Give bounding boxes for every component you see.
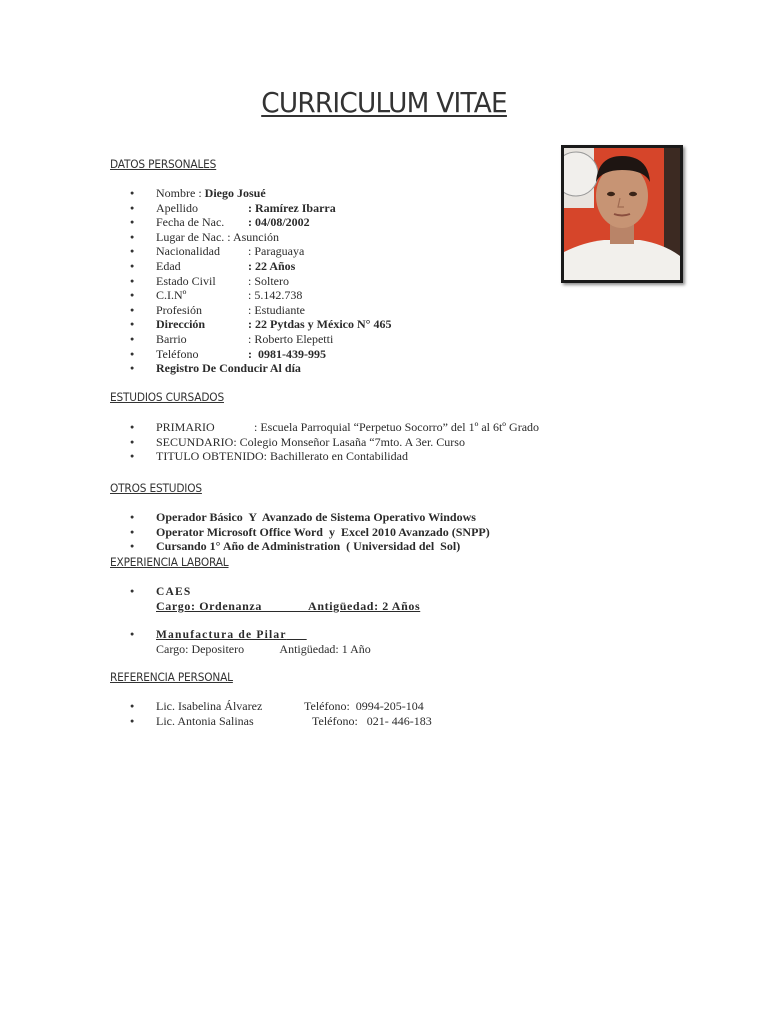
other-study-item: ● Cursando 1° Año de Administration ( Universidad del Sol) — [130, 539, 490, 554]
portrait-photo-icon — [564, 148, 680, 280]
study-item-value: Bachillerato en Contabilidad — [269, 449, 408, 464]
work-detail: Cargo: Ordenanza Antigüedad: 2 Años — [156, 599, 421, 613]
personal-item-value: : 22 Pytdas y México N° 465 — [248, 317, 392, 332]
section-heading-personal: DATOS PERSONALES — [110, 157, 217, 171]
work-company: ● CAES — [130, 584, 420, 599]
study-item-value: Colegio Monseñor Lasaña “7mto. A 3er. Curso — [239, 434, 465, 449]
reference-phone: Teléfono: 0994-205-104 — [304, 699, 424, 713]
study-item-label: SECUNDARIO: — [156, 434, 240, 449]
personal-item — [130, 259, 391, 274]
study-item-label: TITULO OBTENIDO: — [156, 449, 270, 464]
personal-item — [130, 317, 391, 332]
work-detail: Cargo: Depositero Antigüedad: 1 Año — [156, 642, 371, 656]
personal-item-label: Lugar de Nac. — [156, 229, 228, 244]
personal-item-value: : Estudiante — [248, 302, 305, 317]
personal-item-label: Registro De Conducir Al día — [156, 361, 301, 376]
study-item-label: PRIMARIO — [156, 420, 215, 434]
personal-item-label: Fecha de Nac. — [156, 215, 225, 230]
personal-item — [130, 332, 391, 347]
personal-item-label: Estado Civil — [156, 273, 216, 288]
references-list — [130, 699, 432, 728]
work-company: ● Manufactura de Pilar — [130, 627, 371, 642]
other-studies-list — [130, 510, 490, 554]
personal-item-label: C.I.Nº — [156, 288, 187, 303]
personal-item-label: Nacionalidad — [156, 244, 220, 259]
reference-item — [130, 699, 432, 714]
personal-item-label: Edad — [156, 258, 181, 273]
personal-item-label: Dirección — [156, 317, 206, 332]
other-study-item: ● Operador Básico Y Avanzado de Sistema Operativo Windows — [130, 510, 490, 525]
study-item — [130, 420, 539, 435]
personal-item-value: : Roberto Elepetti — [248, 331, 334, 346]
personal-item-value: : 0981-439-995 — [248, 346, 326, 361]
personal-item-value: : Soltero — [248, 273, 289, 288]
personal-item-label: Profesión — [156, 302, 202, 317]
personal-item-label: Nombre : — [156, 186, 205, 200]
studies-list — [130, 420, 539, 464]
personal-item — [130, 361, 391, 376]
personal-item-label: Apellido — [156, 200, 198, 215]
work-entry — [130, 627, 371, 656]
personal-item-label: Teléfono — [156, 346, 199, 361]
personal-item — [130, 303, 391, 318]
personal-item-value: : 22 Años — [248, 258, 296, 273]
section-heading-references: REFERENCIA PERSONAL — [110, 670, 233, 684]
personal-item — [130, 230, 391, 245]
section-heading-other-studies: OTROS ESTUDIOS — [110, 481, 202, 495]
personal-item-value: : Paraguaya — [248, 244, 305, 259]
reference-phone: Teléfono: 021- 446-183 — [312, 713, 432, 728]
other-study-item: ● Operator Microsoft Office Word y Excel 2010 Avanzado (SNPP) — [130, 525, 490, 540]
study-item — [130, 449, 539, 464]
personal-item — [130, 201, 391, 216]
reference-item — [130, 714, 432, 729]
section-heading-work: EXPERIENCIA LABORAL — [110, 555, 229, 569]
personal-item — [130, 288, 391, 303]
reference-name: Lic. Isabelina Álvarez — [156, 699, 263, 713]
section-heading-studies: ESTUDIOS CURSADOS — [110, 390, 224, 404]
personal-item — [130, 274, 391, 289]
personal-item — [130, 215, 391, 230]
personal-data-list — [130, 186, 391, 376]
personal-item — [130, 186, 391, 201]
profile-photo — [561, 145, 683, 283]
personal-item — [130, 244, 391, 259]
personal-item-value: Diego Josué — [204, 186, 266, 200]
personal-item-value: : 5.142.738 — [248, 288, 303, 303]
personal-item-label: Barrio — [156, 331, 187, 346]
study-item-value: : Escuela Parroquial “Perpetuo Socorro” del 1º al 6tº Grado — [254, 420, 540, 434]
study-item — [130, 435, 539, 450]
personal-item-value: : 04/08/2002 — [248, 215, 310, 230]
personal-item-value: : Asunción — [227, 229, 279, 244]
document-title: CURRICULUM VITAE — [261, 86, 507, 119]
reference-name: Lic. Antonia Salinas — [156, 713, 254, 728]
personal-item-value: : Ramírez Ibarra — [248, 200, 336, 215]
personal-item — [130, 347, 391, 362]
work-entry — [130, 584, 420, 613]
